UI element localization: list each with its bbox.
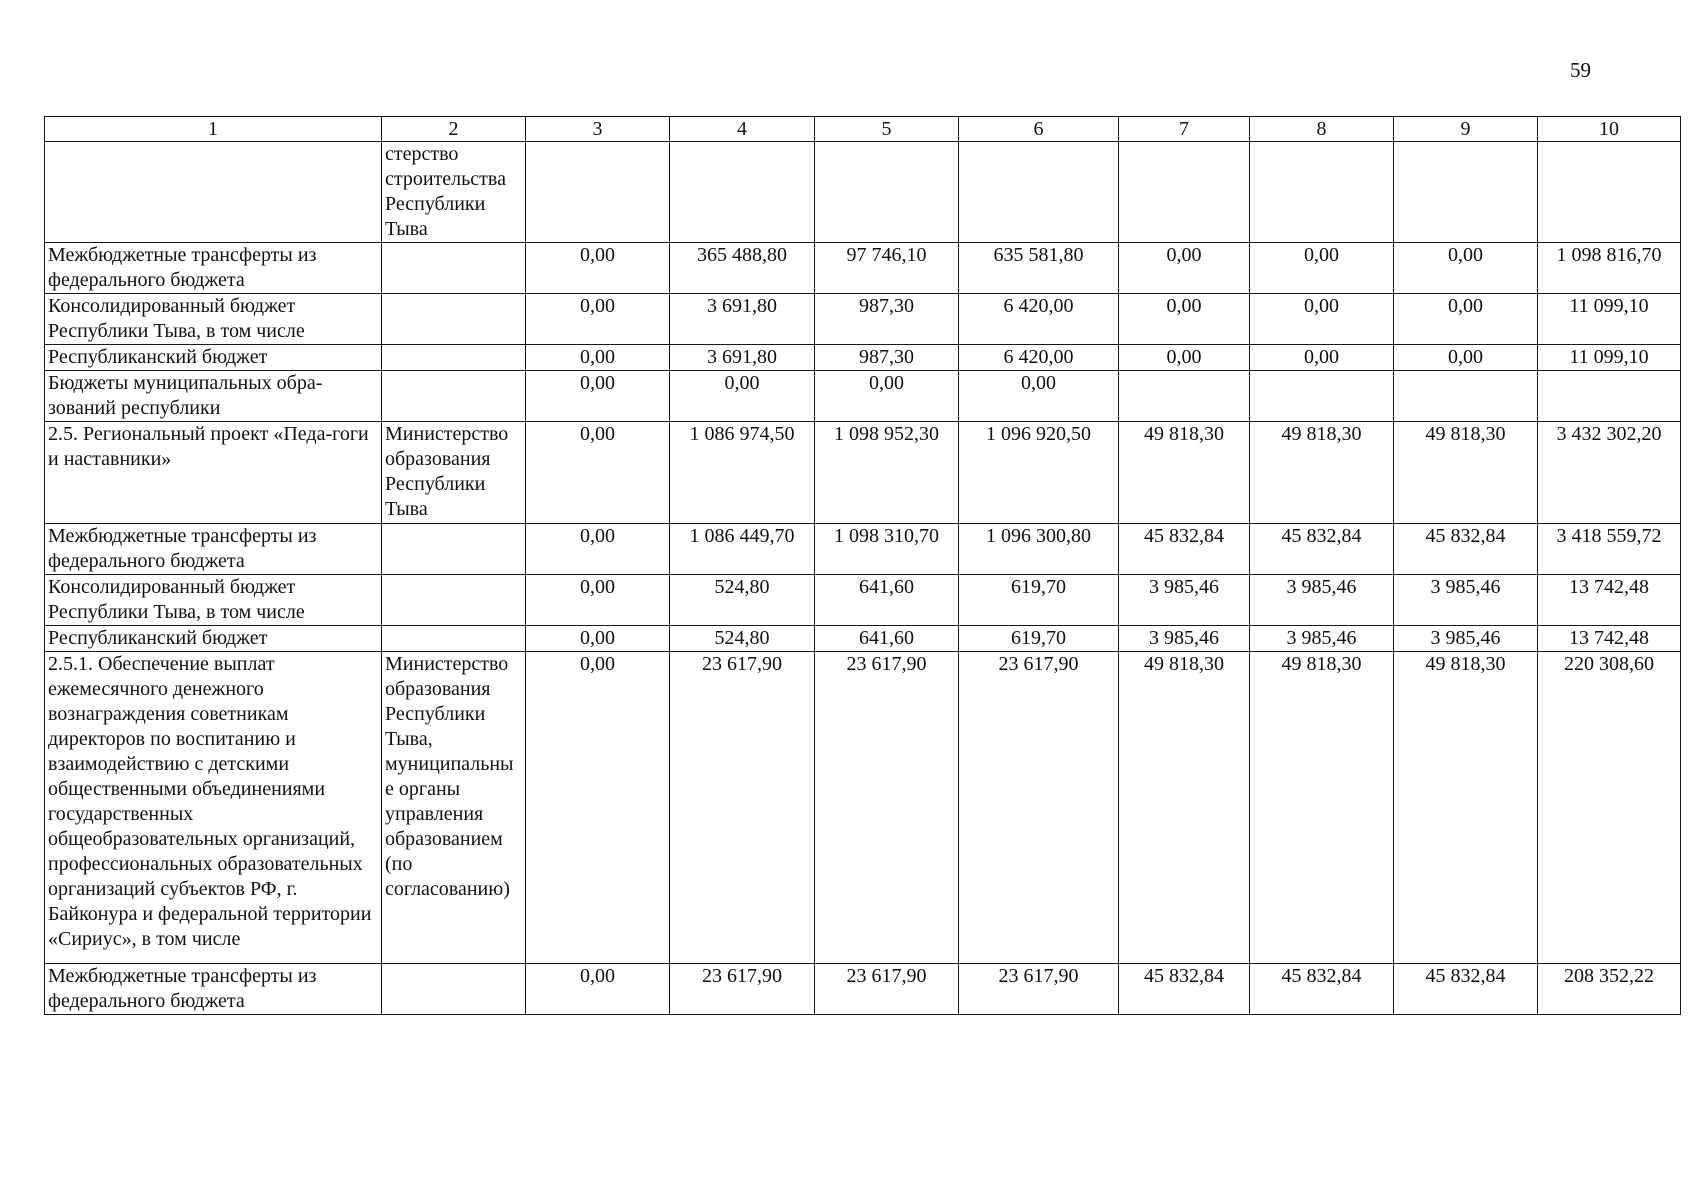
header-row xyxy=(45,117,1681,142)
table-row xyxy=(45,524,1681,575)
value-cell-col-7: 0,00 xyxy=(1119,345,1250,371)
value-cell-col-3 xyxy=(526,142,670,243)
value-cell-col-5 xyxy=(815,142,959,243)
value-cell-col-10: 3 432 302,20 xyxy=(1538,422,1681,524)
header-cell: 8 xyxy=(1250,117,1394,142)
value-cell-col-7: 49 818,30 xyxy=(1119,652,1250,964)
value-cell-col-6: 1 096 300,80 xyxy=(959,524,1119,575)
value-cell-col-10: 11 099,10 xyxy=(1538,345,1681,371)
row-name-cell: 2.5.1. Обеспечение выплат ежемесячного денежного вознаграждения советникам директоров по воспитанию и взаимодействию с детскими общественными объединениями государственных общеобразовательных организаций, профессиональных образовательных организаций субъектов РФ, г. Байконура и федеральной территории «Сириус», в том числе xyxy=(45,652,382,964)
value-cell-col-7: 45 832,84 xyxy=(1119,964,1250,1015)
header-cell: 5 xyxy=(815,117,959,142)
value-cell-col-5: 23 617,90 xyxy=(815,652,959,964)
value-cell-col-9: 45 832,84 xyxy=(1394,524,1538,575)
value-cell-col-9: 3 985,46 xyxy=(1394,575,1538,626)
value-cell-col-5: 97 746,10 xyxy=(815,243,959,294)
value-cell-col-7: 49 818,30 xyxy=(1119,422,1250,524)
header-cell: 1 xyxy=(45,117,382,142)
value-cell-col-3: 0,00 xyxy=(526,575,670,626)
row-org-cell xyxy=(382,575,526,626)
row-name-cell: Межбюджетные трансферты из федерального бюджета xyxy=(45,964,382,1015)
row-org-cell xyxy=(382,524,526,575)
value-cell-col-6: 0,00 xyxy=(959,371,1119,422)
row-org-cell: Министерство образования Республики Тыва xyxy=(382,422,526,524)
value-cell-col-6: 6 420,00 xyxy=(959,345,1119,371)
value-cell-col-9: 49 818,30 xyxy=(1394,652,1538,964)
value-cell-col-5: 641,60 xyxy=(815,575,959,626)
value-cell-col-10: 3 418 559,72 xyxy=(1538,524,1681,575)
value-cell-col-8: 3 985,46 xyxy=(1250,575,1394,626)
value-cell-col-9 xyxy=(1394,142,1538,243)
value-cell-col-5: 23 617,90 xyxy=(815,964,959,1015)
budget-table xyxy=(44,116,1681,1015)
table-row xyxy=(45,294,1681,345)
value-cell-col-4: 3 691,80 xyxy=(670,345,815,371)
value-cell-col-7: 3 985,46 xyxy=(1119,575,1250,626)
value-cell-col-6: 619,70 xyxy=(959,575,1119,626)
value-cell-col-8: 45 832,84 xyxy=(1250,524,1394,575)
value-cell-col-3: 0,00 xyxy=(526,371,670,422)
value-cell-col-4: 1 086 449,70 xyxy=(670,524,815,575)
header-cell: 6 xyxy=(959,117,1119,142)
value-cell-col-9: 49 818,30 xyxy=(1394,422,1538,524)
row-name-cell: Консолидированный бюджет Республики Тыва, в том числе xyxy=(45,575,382,626)
table-row xyxy=(45,422,1681,524)
value-cell-col-3: 0,00 xyxy=(526,524,670,575)
value-cell-col-10: 11 099,10 xyxy=(1538,294,1681,345)
value-cell-col-4: 1 086 974,50 xyxy=(670,422,815,524)
value-cell-col-8: 45 832,84 xyxy=(1250,964,1394,1015)
value-cell-col-8: 0,00 xyxy=(1250,345,1394,371)
value-cell-col-3: 0,00 xyxy=(526,294,670,345)
table-row xyxy=(45,243,1681,294)
table-row xyxy=(45,964,1681,1015)
value-cell-col-6 xyxy=(959,142,1119,243)
row-org-cell: Министерство образования Республики Тыва, муниципальные органы управления образованием (по согласованию) xyxy=(382,652,526,964)
row-org-cell xyxy=(382,345,526,371)
value-cell-col-7: 45 832,84 xyxy=(1119,524,1250,575)
value-cell-col-10: 13 742,48 xyxy=(1538,626,1681,652)
value-cell-col-4: 524,80 xyxy=(670,626,815,652)
page-number: 59 xyxy=(1570,58,1591,82)
value-cell-col-9: 0,00 xyxy=(1394,294,1538,345)
row-name-cell: Бюджеты муниципальных обра-зований республики xyxy=(45,371,382,422)
value-cell-col-9: 45 832,84 xyxy=(1394,964,1538,1015)
value-cell-col-4: 0,00 xyxy=(670,371,815,422)
table-row xyxy=(45,142,1681,243)
value-cell-col-8: 3 985,46 xyxy=(1250,626,1394,652)
value-cell-col-7 xyxy=(1119,371,1250,422)
row-name-cell: Республиканский бюджет xyxy=(45,626,382,652)
value-cell-col-10 xyxy=(1538,142,1681,243)
value-cell-col-3: 0,00 xyxy=(526,652,670,964)
value-cell-col-6: 1 096 920,50 xyxy=(959,422,1119,524)
value-cell-col-9 xyxy=(1394,371,1538,422)
header-cell: 9 xyxy=(1394,117,1538,142)
value-cell-col-3: 0,00 xyxy=(526,964,670,1015)
value-cell-col-10 xyxy=(1538,371,1681,422)
row-name-cell: Межбюджетные трансферты из федерального бюджета xyxy=(45,243,382,294)
value-cell-col-3: 0,00 xyxy=(526,345,670,371)
value-cell-col-6: 635 581,80 xyxy=(959,243,1119,294)
value-cell-col-3: 0,00 xyxy=(526,626,670,652)
value-cell-col-4: 524,80 xyxy=(670,575,815,626)
value-cell-col-9: 0,00 xyxy=(1394,345,1538,371)
value-cell-col-10: 1 098 816,70 xyxy=(1538,243,1681,294)
value-cell-col-4: 3 691,80 xyxy=(670,294,815,345)
value-cell-col-3: 0,00 xyxy=(526,243,670,294)
value-cell-col-8: 0,00 xyxy=(1250,243,1394,294)
value-cell-col-9: 0,00 xyxy=(1394,243,1538,294)
value-cell-col-6: 23 617,90 xyxy=(959,964,1119,1015)
row-org-cell xyxy=(382,243,526,294)
row-name-cell: Консолидированный бюджет Республики Тыва, в том числе xyxy=(45,294,382,345)
row-org-cell xyxy=(382,964,526,1015)
table-row xyxy=(45,371,1681,422)
row-org-cell xyxy=(382,626,526,652)
value-cell-col-5: 1 098 310,70 xyxy=(815,524,959,575)
row-name-cell: 2.5. Региональный проект «Педа-гоги и наставники» xyxy=(45,422,382,524)
value-cell-col-7: 0,00 xyxy=(1119,243,1250,294)
table-row xyxy=(45,652,1681,964)
value-cell-col-8 xyxy=(1250,371,1394,422)
header-cell: 2 xyxy=(382,117,526,142)
value-cell-col-6: 6 420,00 xyxy=(959,294,1119,345)
value-cell-col-6: 619,70 xyxy=(959,626,1119,652)
value-cell-col-6: 23 617,90 xyxy=(959,652,1119,964)
header-cell: 7 xyxy=(1119,117,1250,142)
row-name-cell: Республиканский бюджет xyxy=(45,345,382,371)
table-row xyxy=(45,345,1681,371)
value-cell-col-10: 13 742,48 xyxy=(1538,575,1681,626)
value-cell-col-5: 641,60 xyxy=(815,626,959,652)
value-cell-col-7: 3 985,46 xyxy=(1119,626,1250,652)
row-org-cell xyxy=(382,371,526,422)
value-cell-col-5: 0,00 xyxy=(815,371,959,422)
table-row xyxy=(45,575,1681,626)
value-cell-col-8: 0,00 xyxy=(1250,294,1394,345)
row-org-cell xyxy=(382,294,526,345)
value-cell-col-7 xyxy=(1119,142,1250,243)
value-cell-col-10: 220 308,60 xyxy=(1538,652,1681,964)
header-cell: 4 xyxy=(670,117,815,142)
value-cell-col-8 xyxy=(1250,142,1394,243)
value-cell-col-8: 49 818,30 xyxy=(1250,652,1394,964)
value-cell-col-4 xyxy=(670,142,815,243)
row-org-cell: стерство строительства Республики Тыва xyxy=(382,142,526,243)
value-cell-col-7: 0,00 xyxy=(1119,294,1250,345)
table-row xyxy=(45,626,1681,652)
value-cell-col-4: 365 488,80 xyxy=(670,243,815,294)
value-cell-col-5: 987,30 xyxy=(815,294,959,345)
header-cell: 3 xyxy=(526,117,670,142)
value-cell-col-8: 49 818,30 xyxy=(1250,422,1394,524)
row-name-cell: Межбюджетные трансферты из федерального бюджета xyxy=(45,524,382,575)
value-cell-col-10: 208 352,22 xyxy=(1538,964,1681,1015)
row-name-cell xyxy=(45,142,382,243)
header-cell: 10 xyxy=(1538,117,1681,142)
value-cell-col-3: 0,00 xyxy=(526,422,670,524)
value-cell-col-5: 1 098 952,30 xyxy=(815,422,959,524)
value-cell-col-5: 987,30 xyxy=(815,345,959,371)
value-cell-col-9: 3 985,46 xyxy=(1394,626,1538,652)
value-cell-col-4: 23 617,90 xyxy=(670,652,815,964)
value-cell-col-4: 23 617,90 xyxy=(670,964,815,1015)
